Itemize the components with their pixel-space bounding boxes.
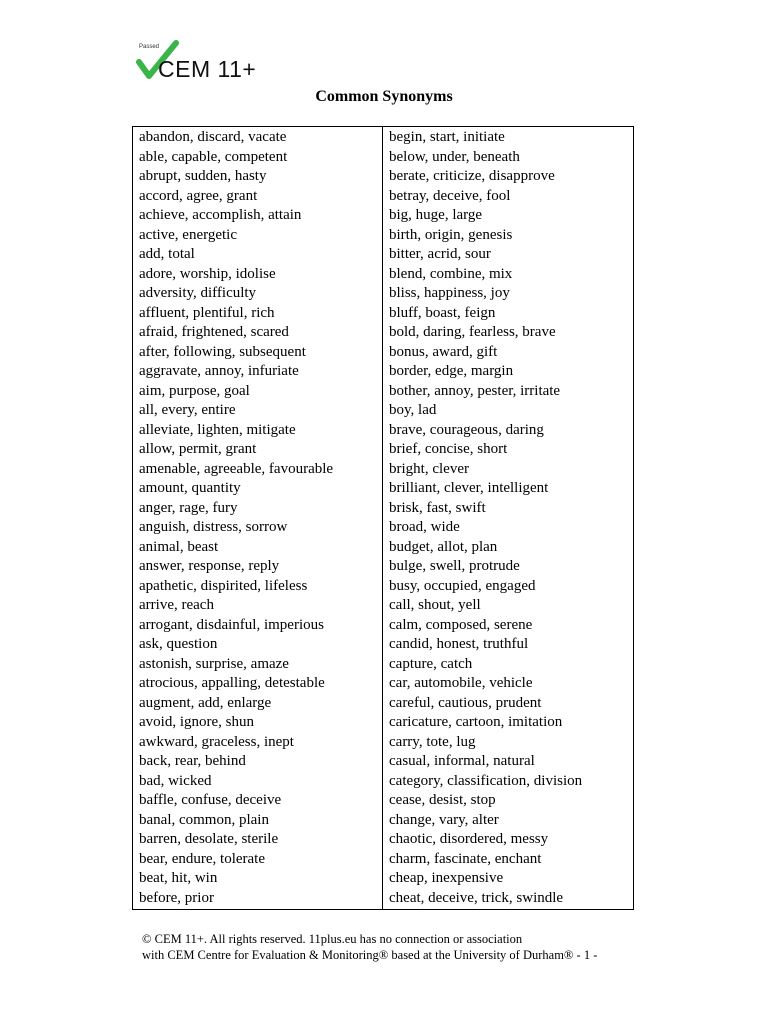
synonym-row: apathetic, dispirited, lifeless bbox=[139, 577, 308, 594]
synonym-row: cheat, deceive, trick, swindle bbox=[389, 889, 564, 906]
synonym-row: candid, honest, truthful bbox=[389, 636, 529, 652]
synonym-row: brave, courageous, daring bbox=[389, 421, 544, 438]
synonym-row: blend, combine, mix bbox=[389, 265, 513, 282]
synonym-row: baffle, confuse, deceive bbox=[139, 792, 282, 808]
synonym-row: abrupt, sudden, hasty bbox=[139, 168, 267, 184]
synonym-row: cease, desist, stop bbox=[389, 792, 496, 808]
footer-line-1: © CEM 11+. All rights reserved. 11plus.eu has no connection or association bbox=[142, 932, 523, 946]
synonym-row: begin, start, initiate bbox=[389, 129, 505, 145]
synonym-row: aim, purpose, goal bbox=[139, 382, 250, 399]
synonym-row: caricature, cartoon, imitation bbox=[389, 714, 563, 730]
synonym-row: adore, worship, idolise bbox=[139, 265, 276, 282]
synonym-row: arrogant, disdainful, imperious bbox=[139, 616, 324, 633]
synonym-row: back, rear, behind bbox=[139, 753, 246, 769]
synonym-row: bold, daring, fearless, brave bbox=[389, 324, 556, 340]
synonym-row: bother, annoy, pester, irritate bbox=[389, 382, 561, 399]
synonym-row: answer, response, reply bbox=[139, 558, 280, 574]
synonym-row: bitter, acrid, sour bbox=[389, 246, 491, 262]
synonym-row: barren, desolate, sterile bbox=[139, 831, 279, 847]
synonym-row: accord, agree, grant bbox=[139, 187, 258, 204]
synonym-row: car, automobile, vehicle bbox=[389, 675, 533, 691]
synonym-row: amenable, agreeable, favourable bbox=[139, 460, 334, 477]
synonym-row: active, energetic bbox=[139, 226, 237, 243]
synonym-row: atrocious, appalling, detestable bbox=[139, 675, 325, 691]
synonym-row: casual, informal, natural bbox=[389, 753, 535, 769]
footer-line-2: with CEM Centre for Evaluation & Monitoring® based at the University of Durham® - 1 - bbox=[142, 948, 598, 962]
synonym-row: bliss, happiness, joy bbox=[389, 285, 510, 301]
synonym-row: bonus, award, gift bbox=[389, 343, 498, 360]
synonym-row: all, every, entire bbox=[139, 402, 236, 418]
logo-tagline: Passed bbox=[139, 44, 160, 50]
synonym-row: calm, composed, serene bbox=[389, 616, 533, 633]
synonym-row: careful, cautious, prudent bbox=[389, 694, 542, 711]
synonym-row: broad, wide bbox=[389, 519, 460, 535]
synonym-row: arrive, reach bbox=[139, 597, 214, 613]
synonym-row: change, vary, alter bbox=[389, 811, 499, 828]
synonym-row: chaotic, disordered, messy bbox=[389, 831, 549, 847]
synonym-row: charm, fascinate, enchant bbox=[389, 850, 542, 867]
synonym-row: carry, tote, lug bbox=[389, 733, 476, 750]
synonym-row: before, prior bbox=[139, 889, 214, 906]
synonym-row: big, huge, large bbox=[389, 207, 483, 223]
synonym-row: border, edge, margin bbox=[389, 363, 514, 379]
synonym-row: bluff, boast, feign bbox=[389, 304, 496, 321]
page-title: Common Synonyms bbox=[315, 88, 453, 105]
synonym-row: amount, quantity bbox=[139, 480, 241, 496]
synonym-row: afraid, frightened, scared bbox=[139, 324, 289, 340]
synonym-row: call, shout, yell bbox=[389, 597, 481, 613]
synonym-row: busy, occupied, engaged bbox=[389, 577, 536, 594]
footer bbox=[142, 931, 597, 963]
synonym-row: after, following, subsequent bbox=[139, 343, 306, 360]
synonym-row: allow, permit, grant bbox=[139, 441, 257, 457]
synonym-row: brisk, fast, swift bbox=[389, 499, 486, 516]
synonym-row: animal, beast bbox=[139, 538, 219, 555]
right-column bbox=[383, 127, 633, 909]
synonym-row: budget, allot, plan bbox=[389, 538, 498, 555]
synonym-row: able, capable, competent bbox=[139, 148, 288, 165]
synonym-row: category, classification, division bbox=[389, 772, 583, 789]
synonym-row: awkward, graceless, inept bbox=[139, 733, 294, 750]
synonym-row: bright, clever bbox=[389, 460, 469, 477]
synonyms-table bbox=[132, 126, 634, 910]
synonym-row: anger, rage, fury bbox=[139, 499, 238, 516]
synonym-row: banal, common, plain bbox=[139, 811, 269, 828]
synonym-row: augment, add, enlarge bbox=[139, 694, 272, 711]
synonym-row: alleviate, lighten, mitigate bbox=[139, 421, 296, 438]
synonym-row: berate, criticize, disapprove bbox=[389, 168, 555, 184]
synonym-row: add, total bbox=[139, 246, 195, 262]
synonym-row: birth, origin, genesis bbox=[389, 226, 513, 243]
synonym-row: below, under, beneath bbox=[389, 148, 520, 165]
synonym-row: bear, endure, tolerate bbox=[139, 850, 265, 867]
left-column bbox=[133, 127, 383, 909]
synonym-row: beat, hit, win bbox=[139, 870, 218, 886]
synonym-row: capture, catch bbox=[389, 655, 473, 672]
synonym-row: betray, deceive, fool bbox=[389, 187, 511, 204]
logo-text: CEM 11+ bbox=[158, 56, 257, 82]
synonym-row: boy, lad bbox=[389, 402, 437, 418]
synonym-row: ask, question bbox=[139, 636, 218, 652]
synonym-row: bad, wicked bbox=[139, 772, 212, 789]
synonym-row: avoid, ignore, shun bbox=[139, 714, 254, 730]
synonym-row: bulge, swell, protrude bbox=[389, 558, 520, 574]
synonym-row: cheap, inexpensive bbox=[389, 870, 504, 886]
synonym-row: achieve, accomplish, attain bbox=[139, 207, 302, 223]
synonym-row: astonish, surprise, amaze bbox=[139, 655, 289, 672]
synonym-row: affluent, plentiful, rich bbox=[139, 304, 275, 321]
synonym-row: aggravate, annoy, infuriate bbox=[139, 363, 299, 379]
synonym-row: brilliant, clever, intelligent bbox=[389, 480, 549, 496]
synonym-row: brief, concise, short bbox=[389, 441, 508, 457]
synonym-row: anguish, distress, sorrow bbox=[139, 519, 288, 535]
synonym-row: adversity, difficulty bbox=[139, 285, 257, 301]
logo bbox=[136, 40, 266, 84]
synonym-row: abandon, discard, vacate bbox=[139, 129, 287, 145]
